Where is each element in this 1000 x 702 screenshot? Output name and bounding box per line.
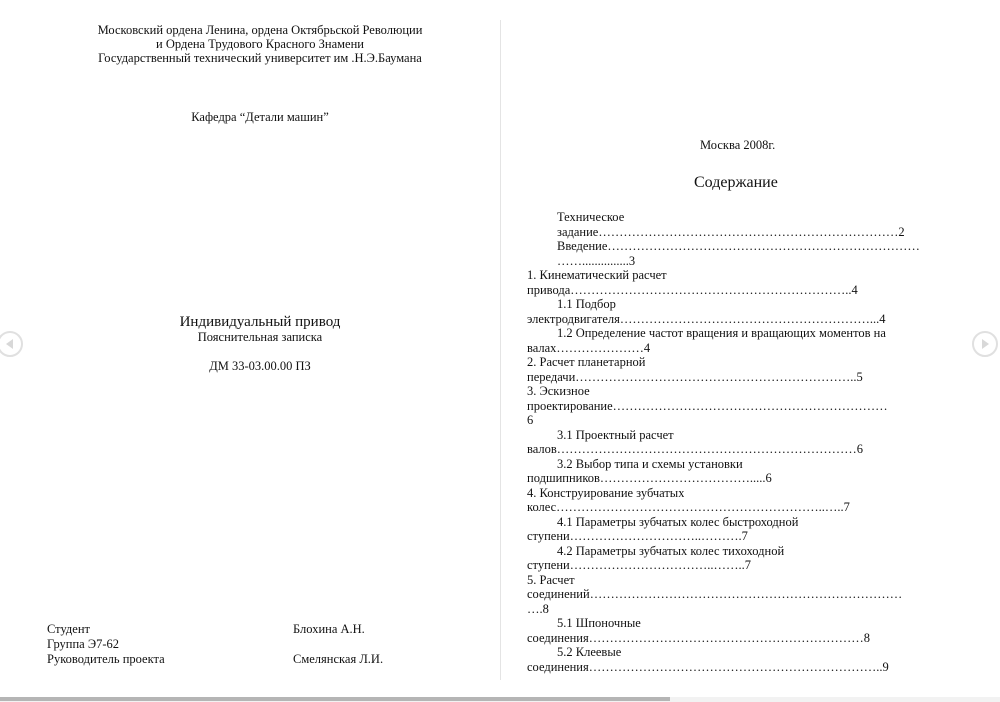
- toc-line: 6: [527, 413, 534, 427]
- toc-line: валов………………………………………………………………6: [527, 442, 864, 456]
- student-name: Блохина А.Н.: [293, 622, 365, 636]
- prev-page-button[interactable]: [0, 331, 23, 357]
- city-year: Москва 2008г.: [700, 138, 776, 152]
- toc-line: 3.1 Проектный расчет: [557, 427, 674, 442]
- next-page-button[interactable]: [972, 331, 998, 357]
- toc-line: соединений…………………………………………………………………: [527, 587, 903, 601]
- toc-line: 1.1 Подбор: [557, 297, 616, 311]
- document-title: Индивидуальный привод: [179, 314, 341, 330]
- toc-line: 1.2 Определение частот вращения и вращающих моментов на: [557, 326, 886, 340]
- toc-line: 5.1 Шпоночные: [557, 616, 641, 630]
- toc-line: ступени……………………………..……..7: [527, 558, 751, 572]
- toc-line: 3.2 Выбор типа и схемы установки: [557, 456, 743, 471]
- horizontal-scrollbar[interactable]: [0, 697, 1000, 702]
- supervisor-label: Руководитель проекта: [47, 652, 165, 666]
- toc-line: 4.1 Параметры зубчатых колес быстроходной: [557, 514, 799, 529]
- toc-line: 3. Эскизное: [527, 384, 590, 398]
- institution-line-3: Государственный технический университет им .Н.Э.Баумана: [98, 51, 422, 65]
- toc-line: передачи…………………………………………………………..5: [527, 369, 863, 384]
- chevron-right-icon: [980, 339, 990, 349]
- toc-line: ……...............3: [557, 253, 636, 268]
- toc-line: Введение…………………………………………………………………: [557, 239, 920, 253]
- group-label: Группа Э7-62: [47, 637, 119, 651]
- institution-line-1: Московский ордена Ленина, ордена Октябрьской Революции: [97, 23, 423, 37]
- toc-line: проектирование…………………………………………………………: [527, 398, 888, 413]
- toc-line: подшипников……………………………….....6: [527, 471, 772, 485]
- toc-line: соединения……………………………………………………………..9: [527, 659, 889, 674]
- toc-title: Содержание: [694, 174, 778, 191]
- page-divider: [500, 20, 501, 680]
- toc-line: ….8: [527, 601, 549, 616]
- toc-line: привода…………………………………………………………..4: [527, 282, 858, 297]
- toc-line: 5.2 Клеевые: [557, 645, 622, 659]
- toc-line: валах…………………4: [527, 340, 651, 355]
- toc-line: соединения…………………………………………………………8: [527, 630, 870, 645]
- toc-line: колес………………………………………………………..…..7: [527, 500, 850, 514]
- toc-line: 4. Конструирование зубчатых: [527, 485, 685, 500]
- toc-line: 2. Расчет планетарной: [527, 355, 646, 369]
- department: Кафедра “Детали машин”: [191, 110, 329, 124]
- toc-line: 4.2 Параметры зубчатых колес тихоходной: [557, 543, 785, 558]
- chevron-left-icon: [5, 339, 15, 349]
- toc-line: ступени…………………………..……….7: [527, 529, 748, 543]
- document-code: ДМ 33-03.00.00 ПЗ: [209, 359, 311, 373]
- toc-line: Техническое: [557, 210, 625, 224]
- supervisor-name: Смелянская Л.И.: [293, 652, 384, 666]
- toc-line: 1. Кинематический расчет: [527, 268, 667, 282]
- toc-line: 5. Расчет: [527, 572, 575, 587]
- scrollbar-thumb[interactable]: [0, 697, 670, 701]
- student-label: Студент: [47, 622, 90, 636]
- institution-line-2: и Ордена Трудового Красного Знамени: [156, 37, 364, 51]
- document-subtitle: Пояснительная записка: [197, 330, 323, 344]
- toc-line: задание………………………………………………………………2: [557, 224, 905, 239]
- toc-line: электродвигателя……………………………………………………...4: [527, 311, 886, 326]
